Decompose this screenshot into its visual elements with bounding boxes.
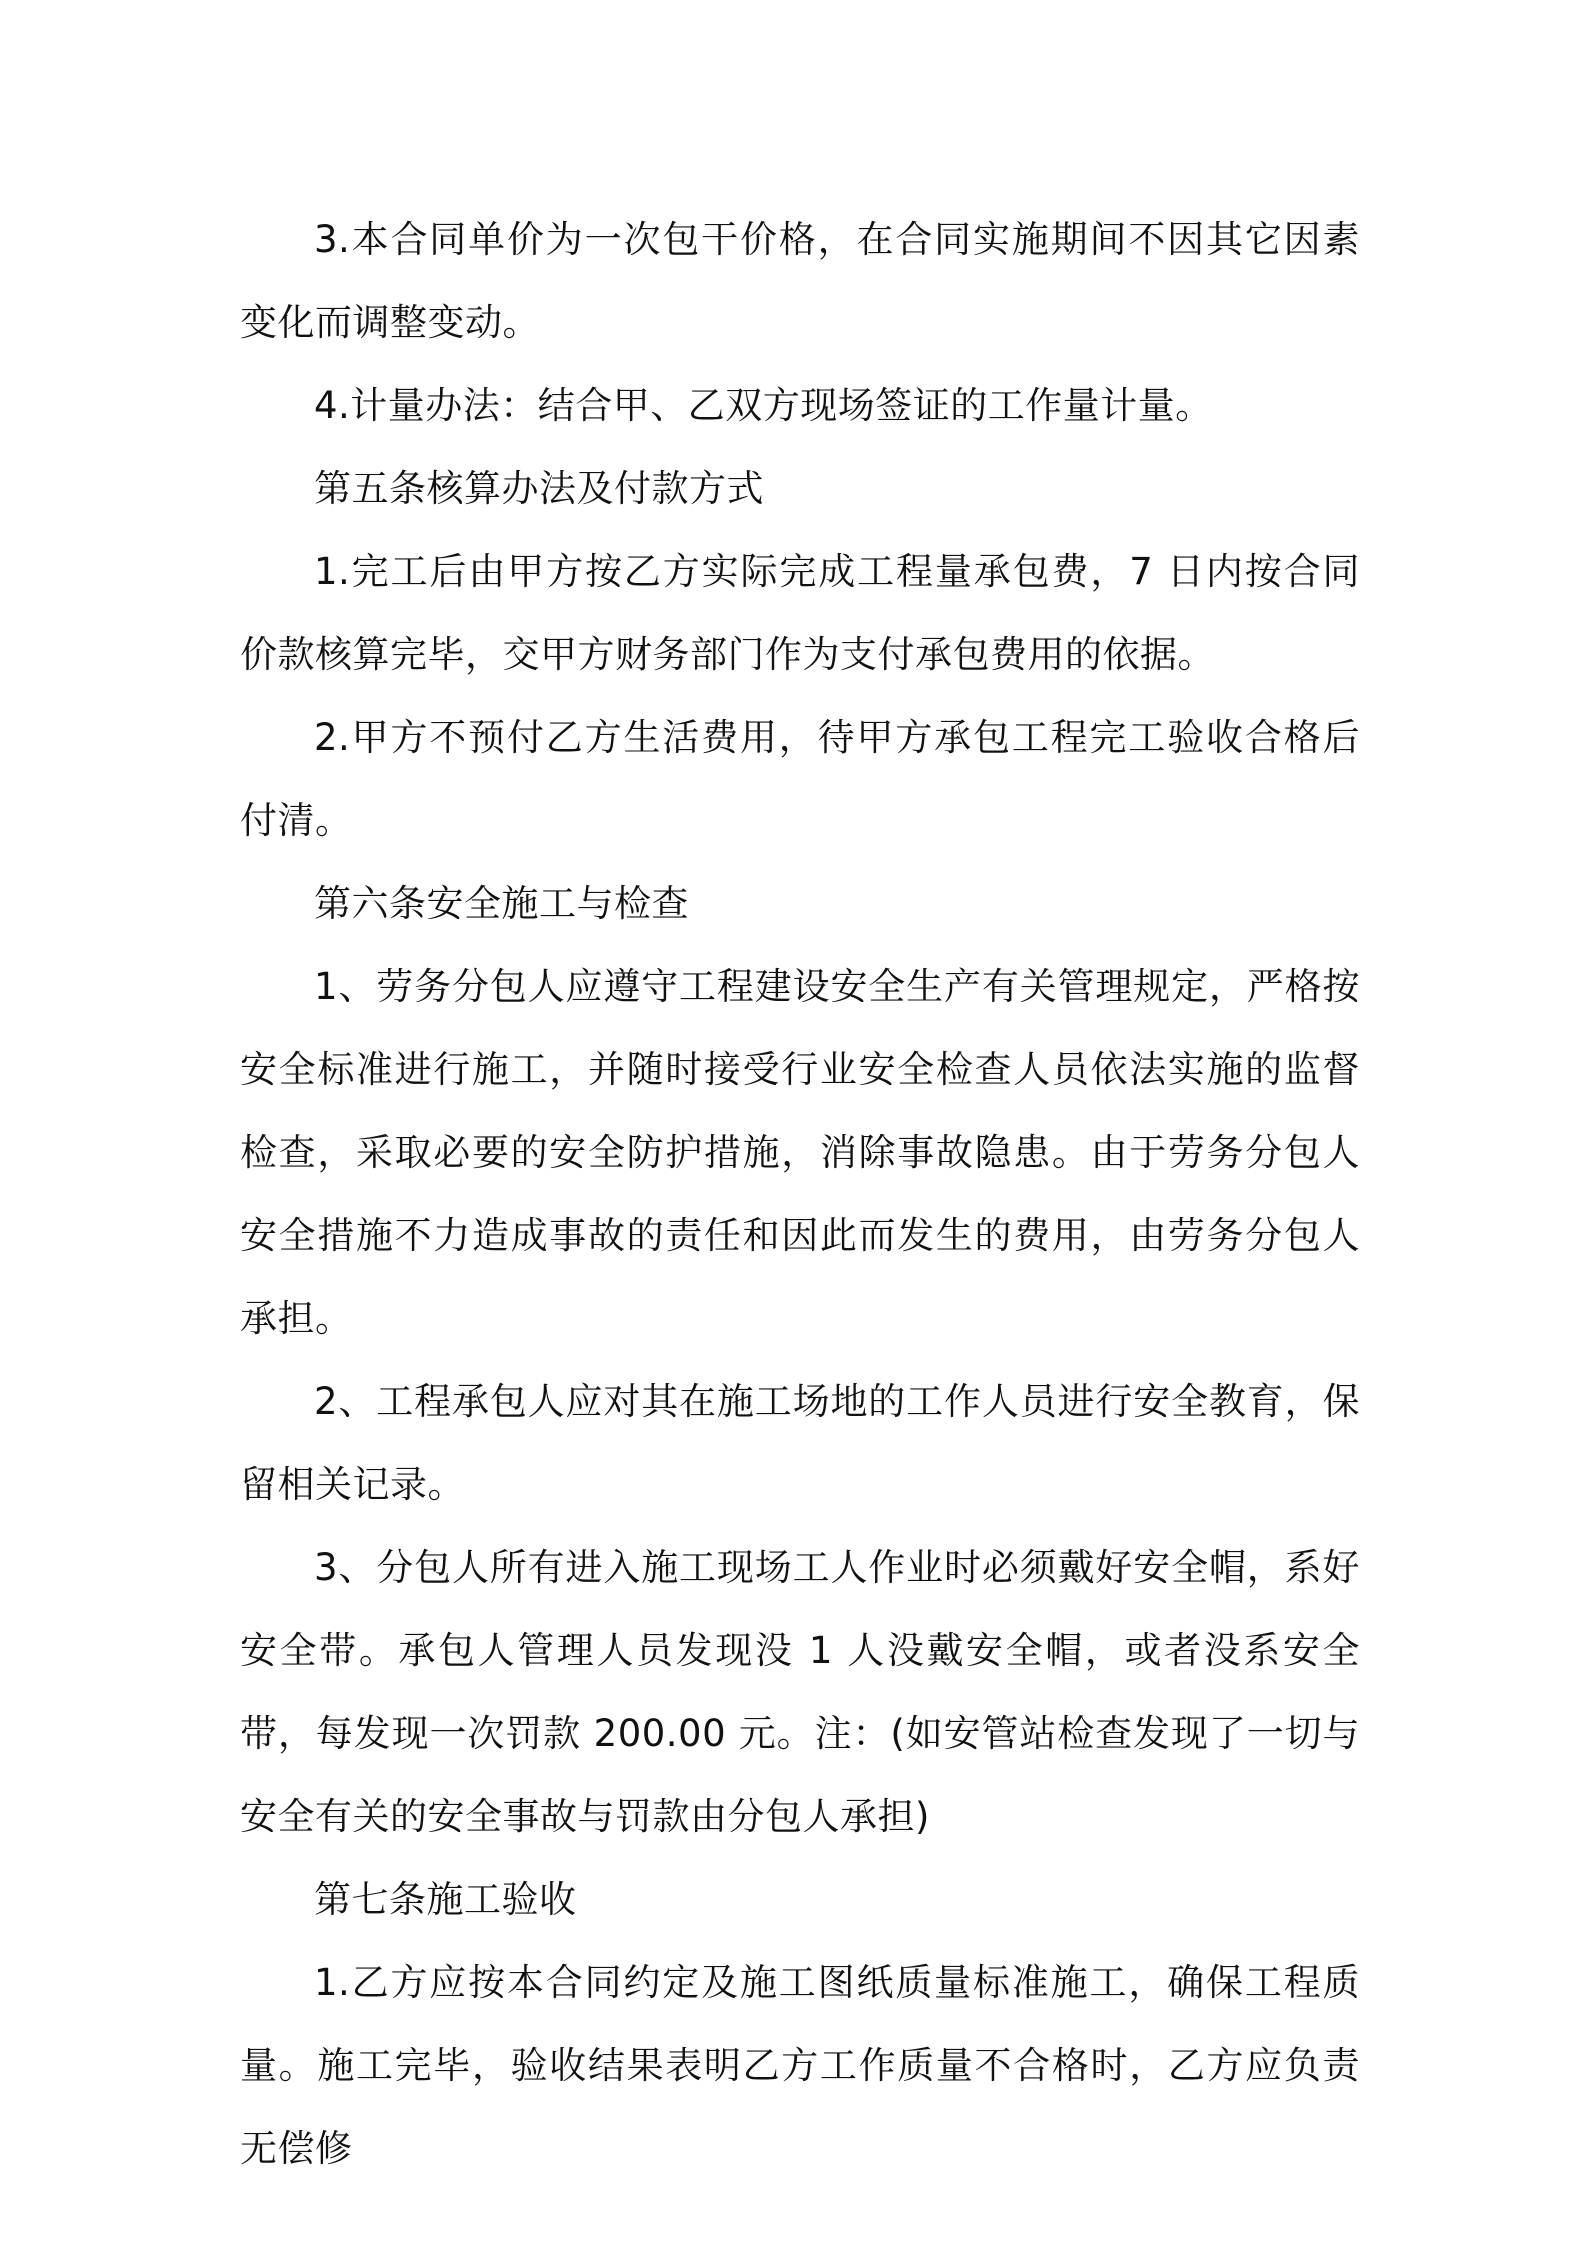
document-body [240, 198, 1360, 2190]
section-heading-article-6: 第六条安全施工与检查 [314, 882, 689, 925]
paragraph-settlement: 1.完工后由甲方按乙方实际完成工程量承包费，7 日内按合同价款核算完毕，交甲方财务部门作为支付承包费用的依据。 [240, 550, 1360, 676]
section-heading-article-7: 第七条施工验收 [314, 1878, 577, 1921]
paragraph-no-advance: 2.甲方不预付乙方生活费用，待甲方承包工程完工验收合格后付清。 [240, 716, 1360, 842]
section-heading-article-5: 第五条核算办法及付款方式 [314, 467, 764, 510]
paragraph-helmet-penalty: 3、分包人所有进入施工现场工人作业时必须戴好安全帽，系好安全带。承包人管理人员发现没 1 人没戴安全帽，或者没系安全带，每发现一次罚款 200.00 元。注：(如安管站检查发现了一切与安全有关的安全事故与罚款由分包人承担) [240, 1546, 1360, 1838]
paragraph-measurement-method: 4.计量办法：结合甲、乙双方现场签证的工作量计量。 [314, 384, 1213, 427]
paragraph-acceptance: 1.乙方应按本合同约定及施工图纸质量标准施工，确保工程质量。施工完毕，验收结果表明乙方工作质量不合格时，乙方应负责无偿修 [240, 1961, 1360, 2170]
paragraph-safety-education: 2、工程承包人应对其在施工场地的工作人员进行安全教育，保留相关记录。 [240, 1380, 1360, 1506]
paragraph-unit-price: 3.本合同单价为一次包干价格，在合同实施期间不因其它因素变化而调整变动。 [240, 218, 1360, 344]
paragraph-safety-rules: 1、劳务分包人应遵守工程建设安全生产有关管理规定，严格按安全标准进行施工，并随时接受行业安全检查人员依法实施的监督检查，采取必要的安全防护措施，消除事故隐患。由于劳务分包人安全措施不力造成事故的责任和因此而发生的费用，由劳务分包人承担。 [240, 965, 1360, 1340]
